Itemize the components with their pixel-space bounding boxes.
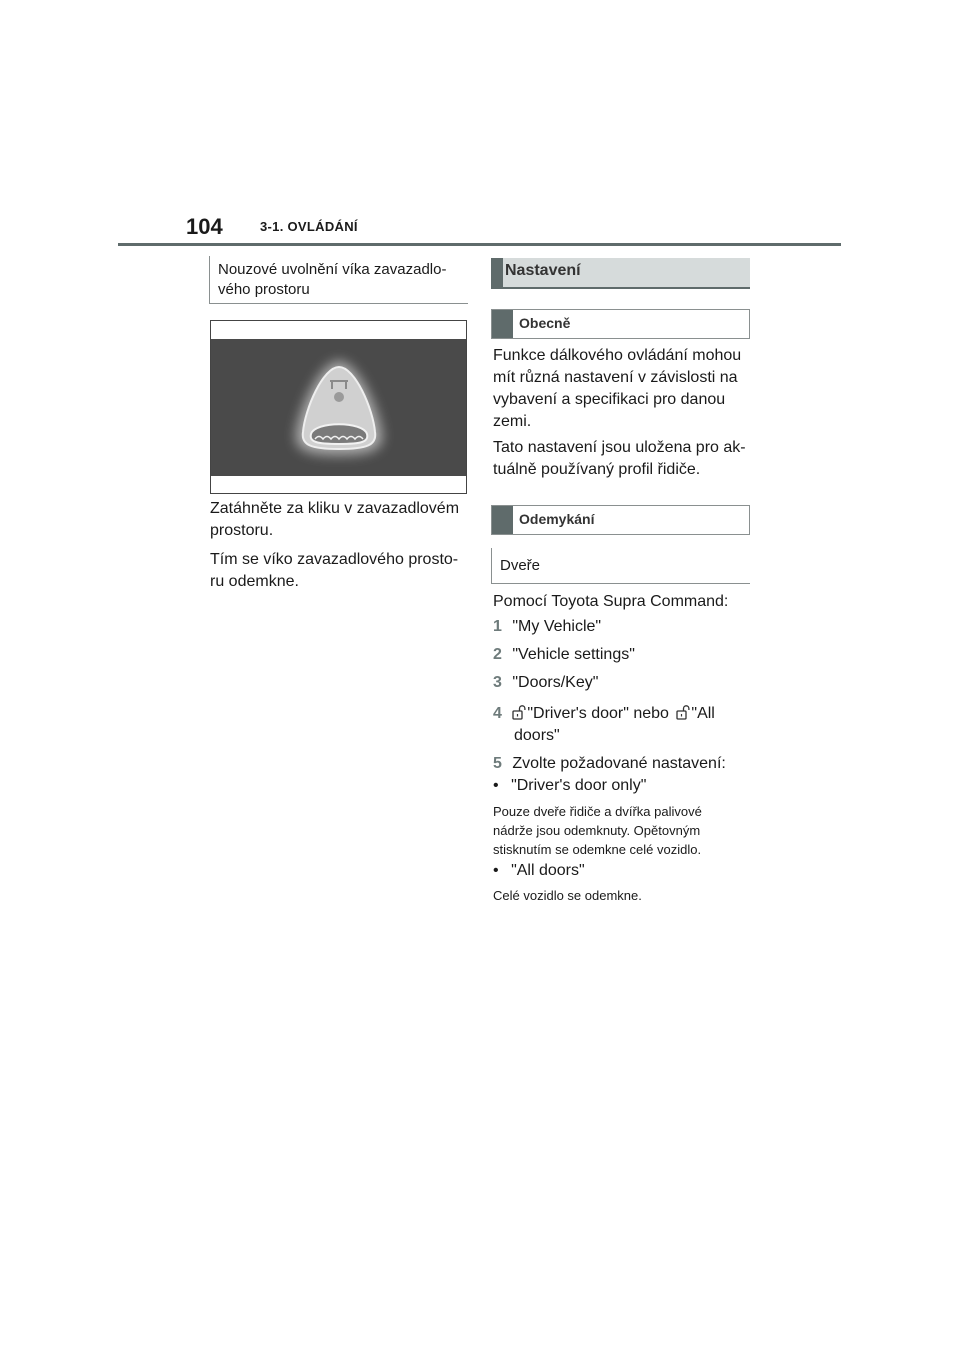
section-title: 3-1. OVLÁDÁNÍ: [260, 219, 358, 234]
subheading-emergency-release: [209, 256, 468, 304]
bullet-drivers-door-desc: [493, 802, 702, 859]
subheading-line: vého prostoru: [218, 281, 310, 298]
figure-background: [211, 339, 466, 476]
step-number: 2: [493, 646, 502, 663]
bullet-all-doors: [493, 860, 585, 882]
text-line: prostoru.: [210, 522, 274, 539]
heading-general: [491, 309, 750, 339]
page-number: 104: [186, 214, 223, 239]
heading-settings: [491, 258, 750, 289]
step-4: [493, 703, 753, 747]
text-line: nádrže jsou odemknuty. Opětovným: [493, 823, 701, 838]
text-line: Funkce dálkového ovládání mohou: [493, 347, 742, 364]
header-rule: [118, 243, 841, 246]
text-line: Zatáhněte za kliku v zavazadlovém: [210, 500, 460, 517]
step-number: 4: [493, 705, 502, 722]
step-text: Zvolte požadované nastavení:: [512, 755, 726, 772]
text-line: ru odemkne.: [210, 573, 299, 590]
step-number: 1: [493, 618, 502, 635]
step-1: [493, 616, 601, 638]
step-3: [493, 672, 598, 694]
unlocked-padlock-icon: [511, 704, 527, 720]
text-line: Tím se víko zavazadlového prosto-: [210, 551, 459, 568]
bullet: •: [493, 862, 499, 879]
intro-text: Pomocí Toyota Supra Command:: [493, 593, 729, 610]
step-text: "Doors/Key": [512, 674, 599, 691]
paragraph-lid-unlocks: [210, 549, 458, 593]
bullet-drivers-door: [493, 775, 646, 797]
heading-bar: [492, 506, 513, 534]
bullet-text: "Driver's door only": [511, 777, 647, 794]
text-line: mít různá nastavení v závislosti na: [493, 369, 738, 386]
heading-bar: [492, 310, 513, 338]
step-2: [493, 644, 635, 666]
unlocked-padlock-icon: [675, 704, 691, 720]
bullet-all-doors-desc: Celé vozidlo se odemkne.: [493, 888, 642, 903]
paragraph-general-2: [493, 437, 746, 481]
step-text: "Driver's door" nebo: [527, 705, 674, 722]
step-text: doors": [514, 727, 560, 744]
step-5: [493, 753, 726, 775]
subheading-doors: Dveře: [491, 548, 750, 584]
text-line: vybavení a specifikaci pro danou: [493, 391, 726, 408]
text-line: Tato nastavení jsou uložena pro ak-: [493, 439, 746, 456]
subheading-line: Nouzové uvolnění víka zavazadlo-: [218, 261, 447, 278]
heading-unlocking-text: Odemykání: [519, 511, 595, 527]
step-text: "All: [691, 705, 715, 722]
paragraph-general-1: [493, 345, 741, 433]
heading-settings-text: Nastavení: [505, 262, 581, 279]
text-line: stisknutím se odemkne celé vozidlo.: [493, 842, 702, 857]
heading-unlocking: [491, 505, 750, 535]
bullet-text: "All doors": [511, 862, 585, 879]
bullet: •: [493, 777, 499, 794]
step-text: "Vehicle settings": [512, 646, 635, 663]
step-number: 3: [493, 674, 502, 691]
text-line: tuálně používaný profil řidiče.: [493, 461, 701, 478]
text-line: zemi.: [493, 413, 532, 430]
figure-trunk-release: [210, 320, 467, 494]
paragraph-pull-handle: [210, 498, 459, 542]
trunk-release-handle-icon: [211, 339, 466, 476]
heading-general-text: Obecně: [519, 315, 571, 331]
step-number: 5: [493, 755, 502, 772]
heading-bar: [491, 258, 503, 287]
text-line: Pouze dveře řidiče a dvířka palivové: [493, 804, 702, 819]
step-text: "My Vehicle": [512, 618, 602, 635]
